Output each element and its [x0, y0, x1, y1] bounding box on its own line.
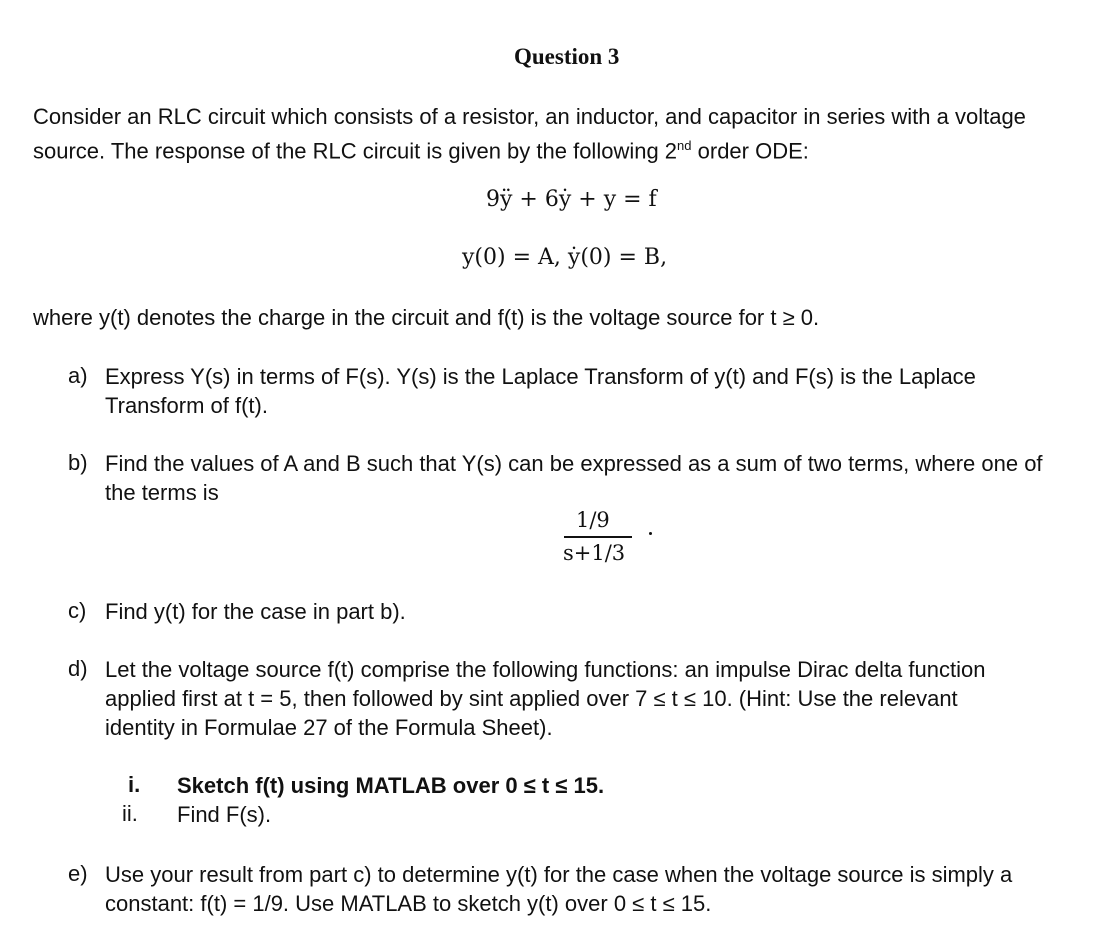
initial-conditions: y(0) = A, ẏ(0) = B,	[462, 245, 668, 270]
fraction-numerator: 1/9	[576, 508, 610, 532]
part-c-line-1: Find y(t) for the case in part b).	[105, 599, 406, 624]
part-c-label: c)	[68, 598, 87, 623]
part-d-sub-ii-label: ii.	[122, 801, 138, 826]
part-d-sub-i-label: i.	[128, 772, 141, 797]
part-d-sub-i: Sketch f(t) using MATLAB over 0 ≤ t ≤ 15.	[177, 773, 605, 798]
part-d-sub-ii: Find F(s).	[177, 802, 272, 827]
ode-equation: 9ÿ + 6ẏ + y = f	[486, 187, 657, 212]
part-e-line-1: Use your result from part c) to determine y(t) for the case when the voltage source is simply a	[105, 862, 1013, 887]
where-line: where y(t) denotes the charge in the circuit and f(t) is the voltage source for t ≥ 0.	[33, 305, 820, 330]
part-d-label: d)	[68, 656, 88, 681]
part-d-line-3: identity in Formulae 27 of the Formula Sheet).	[105, 715, 553, 740]
part-b-line-1: Find the values of A and B such that Y(s) can be expressed as a sum of two terms, where one of	[105, 451, 1043, 476]
intro-line-2: source. The response of the RLC circuit is given by the following 2nd order ODE:	[33, 138, 809, 164]
question-title: Question 3	[514, 44, 620, 69]
fraction-denominator: s+1/3	[563, 541, 626, 565]
part-d-line-2: applied first at t = 5, then followed by sint applied over 7 ≤ t ≤ 10. (Hint: Use the relevant	[105, 686, 958, 711]
ordinal-superscript: nd	[677, 138, 692, 153]
part-b-label: b)	[68, 450, 88, 475]
part-b-line-2: the terms is	[105, 480, 219, 505]
fraction-period	[649, 532, 652, 535]
part-a-label: a)	[68, 363, 88, 388]
part-e-line-2: constant: f(t) = 1/9. Use MATLAB to sketch y(t) over 0 ≤ t ≤ 15.	[105, 891, 712, 916]
fraction-bar	[564, 536, 632, 538]
intro-line-1: Consider an RLC circuit which consists of a resistor, an inductor, and capacitor in series with a voltage	[33, 104, 1026, 129]
part-d-line-1: Let the voltage source f(t) comprise the following functions: an impulse Dirac delta function	[105, 657, 986, 682]
part-a-line-1: Express Y(s) in terms of F(s). Y(s) is the Laplace Transform of y(t) and F(s) is the Laplace	[105, 364, 976, 389]
part-e-label: e)	[68, 861, 88, 886]
part-a-line-2: Transform of f(t).	[105, 393, 268, 418]
